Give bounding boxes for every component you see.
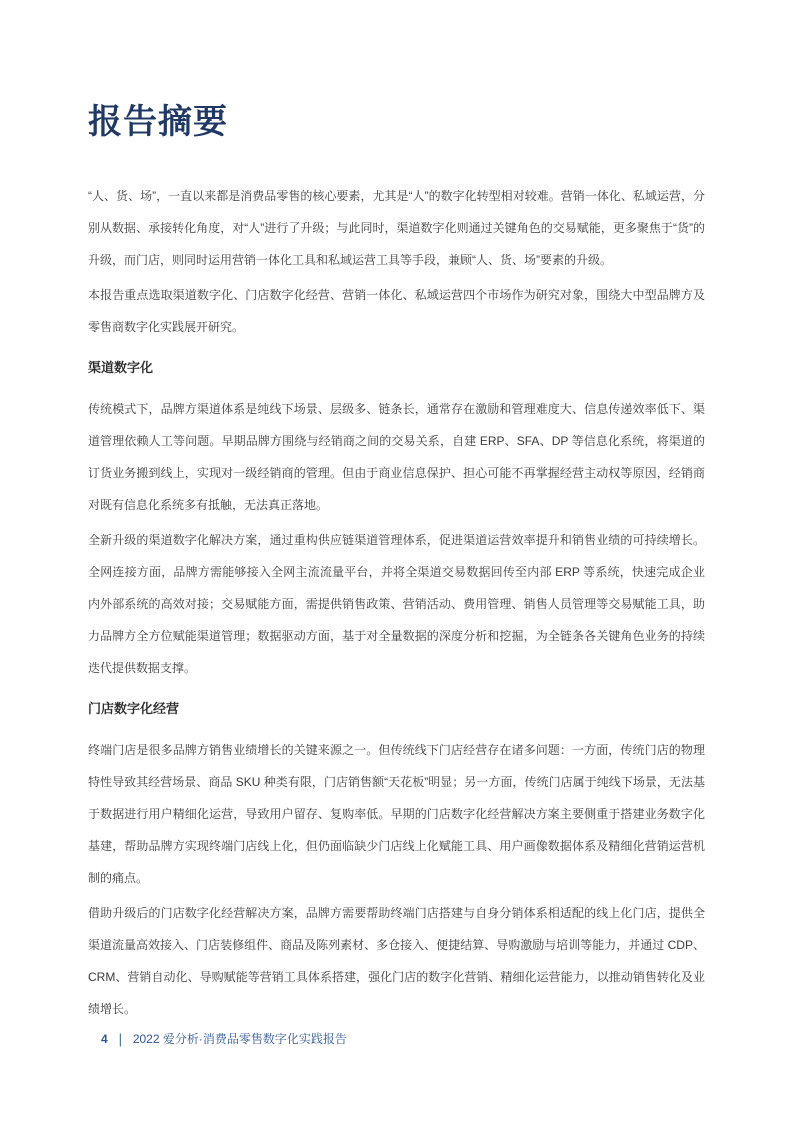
page-number: 4 (101, 1032, 108, 1046)
paragraph-people-goods-place: “人、货、场”，一直以来都是消费品零售的核心要素，尤其是“人”的数字化转型相对较难。营销一体化、私域运营，分别从数据、承接转化角度，对“人”进行了升级；与此同时，渠道数字化则通过关键角色的交易赋能，更多聚焦于“货”的升级，而门店，则同时运用营销一体化工具和私域运营工具等手段，兼顾“人、货、场”要素的升级。 (88, 189, 705, 267)
section-heading-store-digital-operation: 门店数字化经营 (88, 701, 180, 716)
paragraph-store-operation-problems: 终端门店是很多品牌方销售业绩增长的关键来源之一。但传统线下门店经营存在诸多问题：一方面，传统门店的物理特性导致其经营场景、商品 SKU 种类有限，门店销售额“天花板”明显；另一方面，传统门店属于纯线下场景，无法基于数据进行用户精细化运营，导致用户留存、复购率低。早期的门店数字化经营解决方案主要侧重于搭建业务数字化基建，帮助品牌方实现终端门店线上化，但仍面临缺少门店线上化赋能工具、用户画像数据体系及精细化营销运营机制的痛点。 (88, 743, 705, 885)
report-title: 2022 爱分析·消费品零售数字化实践报告 (132, 1032, 347, 1046)
page-footer (101, 1030, 347, 1048)
page-title: 报告摘要 (88, 103, 228, 141)
footer-separator: | (118, 1030, 122, 1048)
paragraph-upgraded-channel-solution: 全新升级的渠道数字化解决方案，通过重构供应链渠道管理体系，促进渠道运营效率提升和销售业绩的可持续增长。全网连接方面，品牌方需能够接入全网主流流量平台，并将全渠道交易数据回传至内部 ERP 等系统，快速完成企业内外部系统的高效对接；交易赋能方面，需提供销售政策、营销活动、费用管理、销售人员管理等交易赋能工具，助力品牌方全方位赋能渠道管理；数据驱动方面，基于对全量数据的深度分析和挖掘，为全链条各关键角色业务的持续迭代提供数据支撑。 (88, 533, 705, 675)
section-heading-channel-digitalization: 渠道数字化 (88, 360, 154, 375)
paragraph-upgraded-store-solution: 借助升级后的门店数字化经营解决方案，品牌方需要帮助终端门店搭建与自身分销体系相适配的线上化门店，提供全渠道流量高效接入、门店装修组件、商品及陈列素材、多仓接入、便捷结算、导购激励与培训等能力，并通过 CDP、CRM、营销自动化、导购赋能等营销工具体系搭建，强化门店的数字化营销、精细化运营能力，以推动销售转化及业绩增长。 (88, 906, 705, 1016)
paragraph-report-scope: 本报告重点选取渠道数字化、门店数字化经营、营销一体化、私域运营四个市场作为研究对象，围绕大中型品牌方及零售商数字化实践展开研究。 (88, 288, 705, 334)
paragraph-traditional-channel-problems: 传统模式下，品牌方渠道体系是纯线下场景、层级多、链条长，通常存在激励和管理难度大、信息传递效率低下、渠道管理依赖人工等问题。早期品牌方围绕与经销商之间的交易关系，自建 ERP、SFA、DP 等信息化系统，将渠道的订货业务搬到线上，实现对一级经销商的管理。但由于商业信息保护、担心可能不再掌握经营主动权等原因，经销商对既有信息化系统多有抵触，无法真正落地。 (88, 402, 705, 512)
